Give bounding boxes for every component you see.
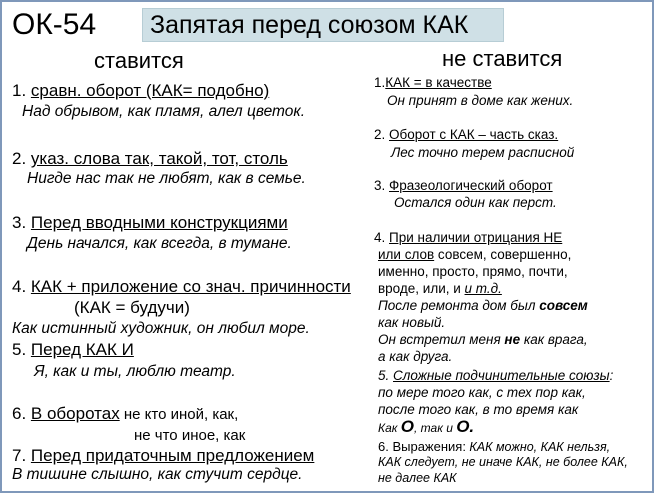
example-text: как врага, [520,332,588,347]
rule-4 [12,277,351,297]
example-text: КАК можно, КАК нельзя, [465,440,611,454]
exception-number: 4. [374,230,390,245]
exception-label: Оборот с КАК – часть сказ. [389,127,559,142]
rule-2 [12,149,288,169]
exception-label: Сложные подчинительные союзы [393,368,610,383]
rule-6-line1: не кто иной, как, [119,406,239,423]
exception-label-2: или слов [378,247,435,262]
page-title: Запятая перед союзом КАК [150,11,469,39]
rule-4-extra: (КАК = будучи) [74,298,190,317]
rule-label: сравн. оборот (КАК= подобно) [30,81,270,100]
rule-6-line2: не что иное, как [134,427,246,444]
exception-2-example: Лес точно терем расписной [391,145,575,160]
exception-4-line3: именно, просто, прямо, почти, [378,264,568,279]
example-emphasis: совсем [539,298,588,313]
example-text: После ремонта дом был [378,298,540,313]
rule-number: 5. [12,340,31,359]
exception-4-example-3 [378,332,588,347]
exception-5 [378,368,613,383]
rule-label: Перед КАК И [30,340,134,359]
example-emphasis: не [504,332,521,347]
exception-words: вроде, или, и [378,281,465,296]
rule-number: 4. [12,277,31,296]
rule-6 [12,404,238,424]
exception-5-example-3 [378,417,474,437]
exception-number: 3. [374,178,390,193]
exception-number: 2. [374,127,390,142]
rule-label: В оборотах [30,404,120,423]
exception-number: 5. [378,368,394,383]
rule-number: 7. [12,446,31,465]
exception-1 [374,75,492,90]
exception-4-example-1 [378,298,588,313]
example-letter: О. [456,417,475,436]
title-banner [142,8,504,42]
rule-5-example: Я, как и ты, люблю театр. [34,363,236,380]
rule-3-example: День начался, как всегда, в тумане. [27,235,292,252]
rule-label: Перед вводными конструкциями [30,213,288,232]
rule-7-example: В тишине слышно, как стучит сердце. [12,466,303,483]
rule-label: указ. слова так, такой, тот, столь [30,149,288,168]
exception-1-example: Он принят в доме как жених. [387,93,574,108]
rule-label: КАК + приложение со знач. причинности [30,277,351,296]
exception-6-example-3: не далее КАК [378,471,457,485]
example-letter: О [400,417,414,436]
lesson-code: ОК-54 [12,8,97,41]
exception-5-example-1: по мере того как, с тех пор как, [378,385,586,400]
rule-7 [12,446,314,466]
rule-label: Перед придаточным предложением [30,446,315,465]
exception-4-example-2: как новый. [378,315,446,330]
exception-words: совсем, совершенно, [434,247,572,262]
exception-number: 1. [374,75,386,90]
rule-number: 6. [12,404,31,423]
column-header-left: ставится [94,48,184,73]
exception-colon: : [609,368,614,383]
exception-3-example: Остался один как перст. [394,195,557,210]
rule-5 [12,340,134,360]
exception-label: Фразеологический оборот [389,178,553,193]
exception-4-line2 [378,247,571,262]
rule-1-example: Над обрывом, как пламя, алел цветок. [22,103,306,120]
exception-3 [374,178,553,193]
rule-number: 2. [12,149,31,168]
rule-number: 3. [12,213,31,232]
exception-6 [378,439,610,454]
rule-3 [12,213,288,233]
exception-6-example-2: КАК следует, не иначе КАК, не более КАК, [378,455,628,469]
rule-number: 1. [12,81,31,100]
exception-label: 6. Выражения: [378,439,466,454]
exception-4-line4 [378,281,502,296]
rule-2-example: Нигде нас так не любят, как в семье. [27,170,306,187]
exception-4 [374,230,562,245]
exception-2 [374,127,558,142]
example-text: Он встретил меня [378,332,505,347]
example-text: Как [378,421,401,435]
example-text: , так и [413,421,457,435]
rule-1 [12,81,269,101]
rule-4-example: Как истинный художник, он любил море. [12,320,310,337]
exception-label: При наличии отрицания НЕ [389,230,563,245]
column-header-right: не ставится [442,46,563,71]
exception-label: КАК = в качестве [385,75,492,90]
exception-5-example-2: после того как, в то время как [378,402,579,417]
exception-etc: и т.д. [464,281,502,296]
exception-4-example-4: а как друга. [378,349,453,364]
